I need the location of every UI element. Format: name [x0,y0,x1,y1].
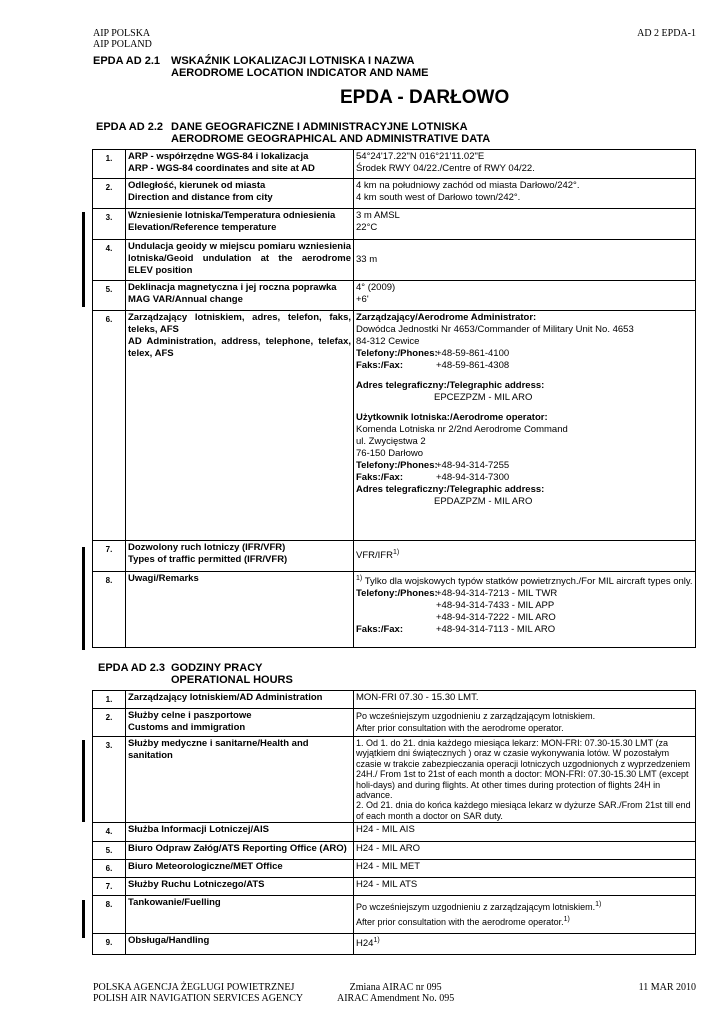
section-2-3-title [171,662,293,686]
footer-date: 11 MAR 2010 [638,982,696,993]
row-label: Służba Informacji Lotniczej/AIS [126,823,354,842]
row-label: Undulacja geoidy w miejscu pomiaru wzniesienia lotniska/Geoid undulation at the aerodrome ELEV position [126,240,354,281]
row-number: 5. [93,281,126,311]
table-row [93,311,696,541]
row-label: Tankowanie/Fuelling [126,896,354,934]
table-row [93,934,696,955]
row-label: Zarządzający lotniskiem/AD Administration [126,691,354,709]
section-2-2-title-pl: DANE GEOGRAFICZNE I ADMINISTRACYJNE LOTNISKA [171,121,468,133]
table-row [93,709,696,737]
row-label: Zarządzający lotniskiem, adres, telefon, faks, teleks, AFS AD Administration, address, telephone, telefax, telex, AFS [126,311,354,541]
remarks-details: $^{1)}$ Tylko dla wojskowych typów statków powietrznych./For MIL aircraft types only. Telefony:/Phones:+48-94-314-7213 - MIL TWR +48-94-314-7433 - MIL APP +48-94-314-7222 - MIL ARO Faks:/Fax: +48-94-314-7113 - MIL ARO [354,572,696,648]
row-value: 4° (2009) +6' [354,281,696,311]
section-2-2-number: EPDA AD 2.2 [96,121,164,133]
table-row [93,860,696,878]
operational-hours-table [92,690,696,955]
admin-contact-details: Zarządzający/Aerodrome Administrator: Dowódca Jednostki Nr 4653/Commander of Military Unit No. 4653 84-312 Cewice Telefony:/Phones:+48-59-861-4100 Faks:/Fax: +48-59-861-4308 Adres telegraficzny:/Telegraphic address: EPCEZPZM - MIL ARO Użytkownik lotniska:/Aerodrome operator: Komenda Lotniska nr 2/2nd Aerodrome Command ul. Zwycięstwa 2 76-150 Darłowo Telefony:/Phones:+48-94-314-7255 Faks:/Fax: +48-94-314-7300 Adres telegraficzny:/Telegraphic address: EPDAZPZM - MIL ARO [354,311,696,541]
row-number: 3. [93,737,126,823]
row-number: 1. [93,150,126,179]
row-label: Dozwolony ruch lotniczy (IFR/VFR) Types of traffic permitted (IFR/VFR) [126,541,354,572]
section-2-1-title-pl: WSKAŹNIK LOKALIZACJI LOTNISKA I NAZWA [171,55,415,67]
row-number: 6. [93,860,126,878]
row-label: Służby medyczne i sanitarne/Health and sanitation [126,737,354,823]
row-number: 4. [93,240,126,281]
row-number: 8. [93,572,126,648]
row-number: 5. [93,842,126,860]
row-number: 4. [93,823,126,842]
footer-amendment-pl: Zmiana AIRAC nr 095 [349,982,442,993]
row-value: 33 m [354,240,696,281]
geographical-data-table [92,149,696,648]
section-2-3-number: EPDA AD 2.3 [98,662,166,674]
section-2-3-title-en: OPERATIONAL HOURS [171,674,293,686]
table-row [93,737,696,823]
section-2-3-title-pl: GODZINY PRACY [171,662,263,674]
row-number: 2. [93,709,126,737]
row-label: ARP - współrzędne WGS-84 i lokalizacja ARP - WGS-84 coordinates and site at AD [126,150,354,179]
row-value: 54°24'17.22"N 016°21'11.02"E Środek RWY 04/22./Centre of RWY 04/22. [354,150,696,179]
footer-amendment [337,982,454,1004]
aerodrome-name-title: EPDA - DARŁOWO [340,87,510,108]
change-bar [82,547,85,650]
row-value: Po wcześniejszym uzgodnieniu z zarządzającym lotniskiem. After prior consultation with the aerodrome operator. [354,709,696,737]
table-row [93,878,696,896]
row-value: H24$^{1)}$ [354,934,696,955]
section-2-1-number: EPDA AD 2.1 [93,55,161,67]
row-number: 2. [93,179,126,209]
row-label: Obsługa/Handling [126,934,354,955]
table-row [93,896,696,934]
table-row [93,691,696,709]
row-value: H24 - MIL AIS [354,823,696,842]
row-number: 3. [93,209,126,240]
row-label: Służby Ruchu Lotniczego/ATS [126,878,354,896]
row-label: Biuro Meteorologiczne/MET Office [126,860,354,878]
change-bar [82,740,85,822]
footer-agency [93,982,303,1004]
row-label: Służby celne i paszportowe Customs and immigration [126,709,354,737]
row-number: 1. [93,691,126,709]
footer-agency-pl: POLSKA AGENCJA ŻEGLUGI POWIETRZNEJ [93,982,295,993]
table-row [93,541,696,572]
row-value: MON-FRI 07.30 - 15.30 LMT. [354,691,696,709]
row-value: H24 - MIL ATS [354,878,696,896]
row-number: 6. [93,311,126,541]
row-value: 4 km na południowy zachód od miasta Darłowo/242°. 4 km south west of Darłowo town/242°. [354,179,696,209]
row-value: 1. Od 1. do 21. dnia każdego miesiąca lekarz: MON-FRI: 07.30-15.30 LMT (za wyjątkiem dni świątecznych ) oraz w czasie wykonywania lotów. W pozostałym czasie w trakcie zabezpieczania operacji lotniczych uzgodnionych z wyprzedzeniem 24H./ From 1st to 21st of each month a doctor: MON-FRI: 07.30-15.30 LMT (except holi-days) and during flights. At other times during protection of flights 24H in advance. 2. Od 21. dnia do końca każdego miesiąca lekarz w dyżurze SAR./From 21st till end of each month a doctor on SAR duty. [354,737,696,823]
table-row [93,281,696,311]
row-number: 9. [93,934,126,955]
row-label: Odległość, kierunek od miasta Direction and distance from city [126,179,354,209]
row-value: VFR/IFR$^{1)}$ [354,541,696,572]
table-row [93,179,696,209]
row-value: H24 - MIL ARO [354,842,696,860]
header-aip-polska: AIP POLSKA [93,28,151,39]
row-value: Po wcześniejszym uzgodnieniu z zarządzającym lotniskiem.$^{1)}$ After prior consultation with the aerodrome operator.$^{1)}$ [354,896,696,934]
row-label: Deklinacja magnetyczna i jej roczna poprawka MAG VAR/Annual change [126,281,354,311]
header-left [93,28,152,50]
row-value: 3 m AMSL 22°C [354,209,696,240]
table-row [93,240,696,281]
row-label: Biuro Odpraw Załóg/ATS Reporting Office (ARO) [126,842,354,860]
header-page-id: AD 2 EPDA-1 [637,28,696,39]
row-label: Wzniesienie lotniska/Temperatura odniesienia Elevation/Reference temperature [126,209,354,240]
section-2-2-title [171,121,490,145]
footer-amendment-en: AIRAC Amendment No. 095 [337,993,455,1004]
section-2-1-title-en: AERODROME LOCATION INDICATOR AND NAME [171,67,429,79]
change-bar [82,212,85,307]
table-row [93,842,696,860]
table-row [93,572,696,648]
table-row [93,209,696,240]
row-value: H24 - MIL MET [354,860,696,878]
header-aip-poland: AIP POLAND [93,39,152,50]
table-row [93,150,696,179]
table-row [93,823,696,842]
row-label: Uwagi/Remarks [126,572,354,648]
row-number: 7. [93,541,126,572]
footer-agency-en: POLISH AIR NAVIGATION SERVICES AGENCY [93,993,304,1004]
change-bar [82,900,85,938]
row-number: 7. [93,878,126,896]
section-2-1-title [171,55,428,79]
section-2-2-title-en: AERODROME GEOGRAPHICAL AND ADMINISTRATIVE DATA [171,133,491,145]
row-number: 8. [93,896,126,934]
